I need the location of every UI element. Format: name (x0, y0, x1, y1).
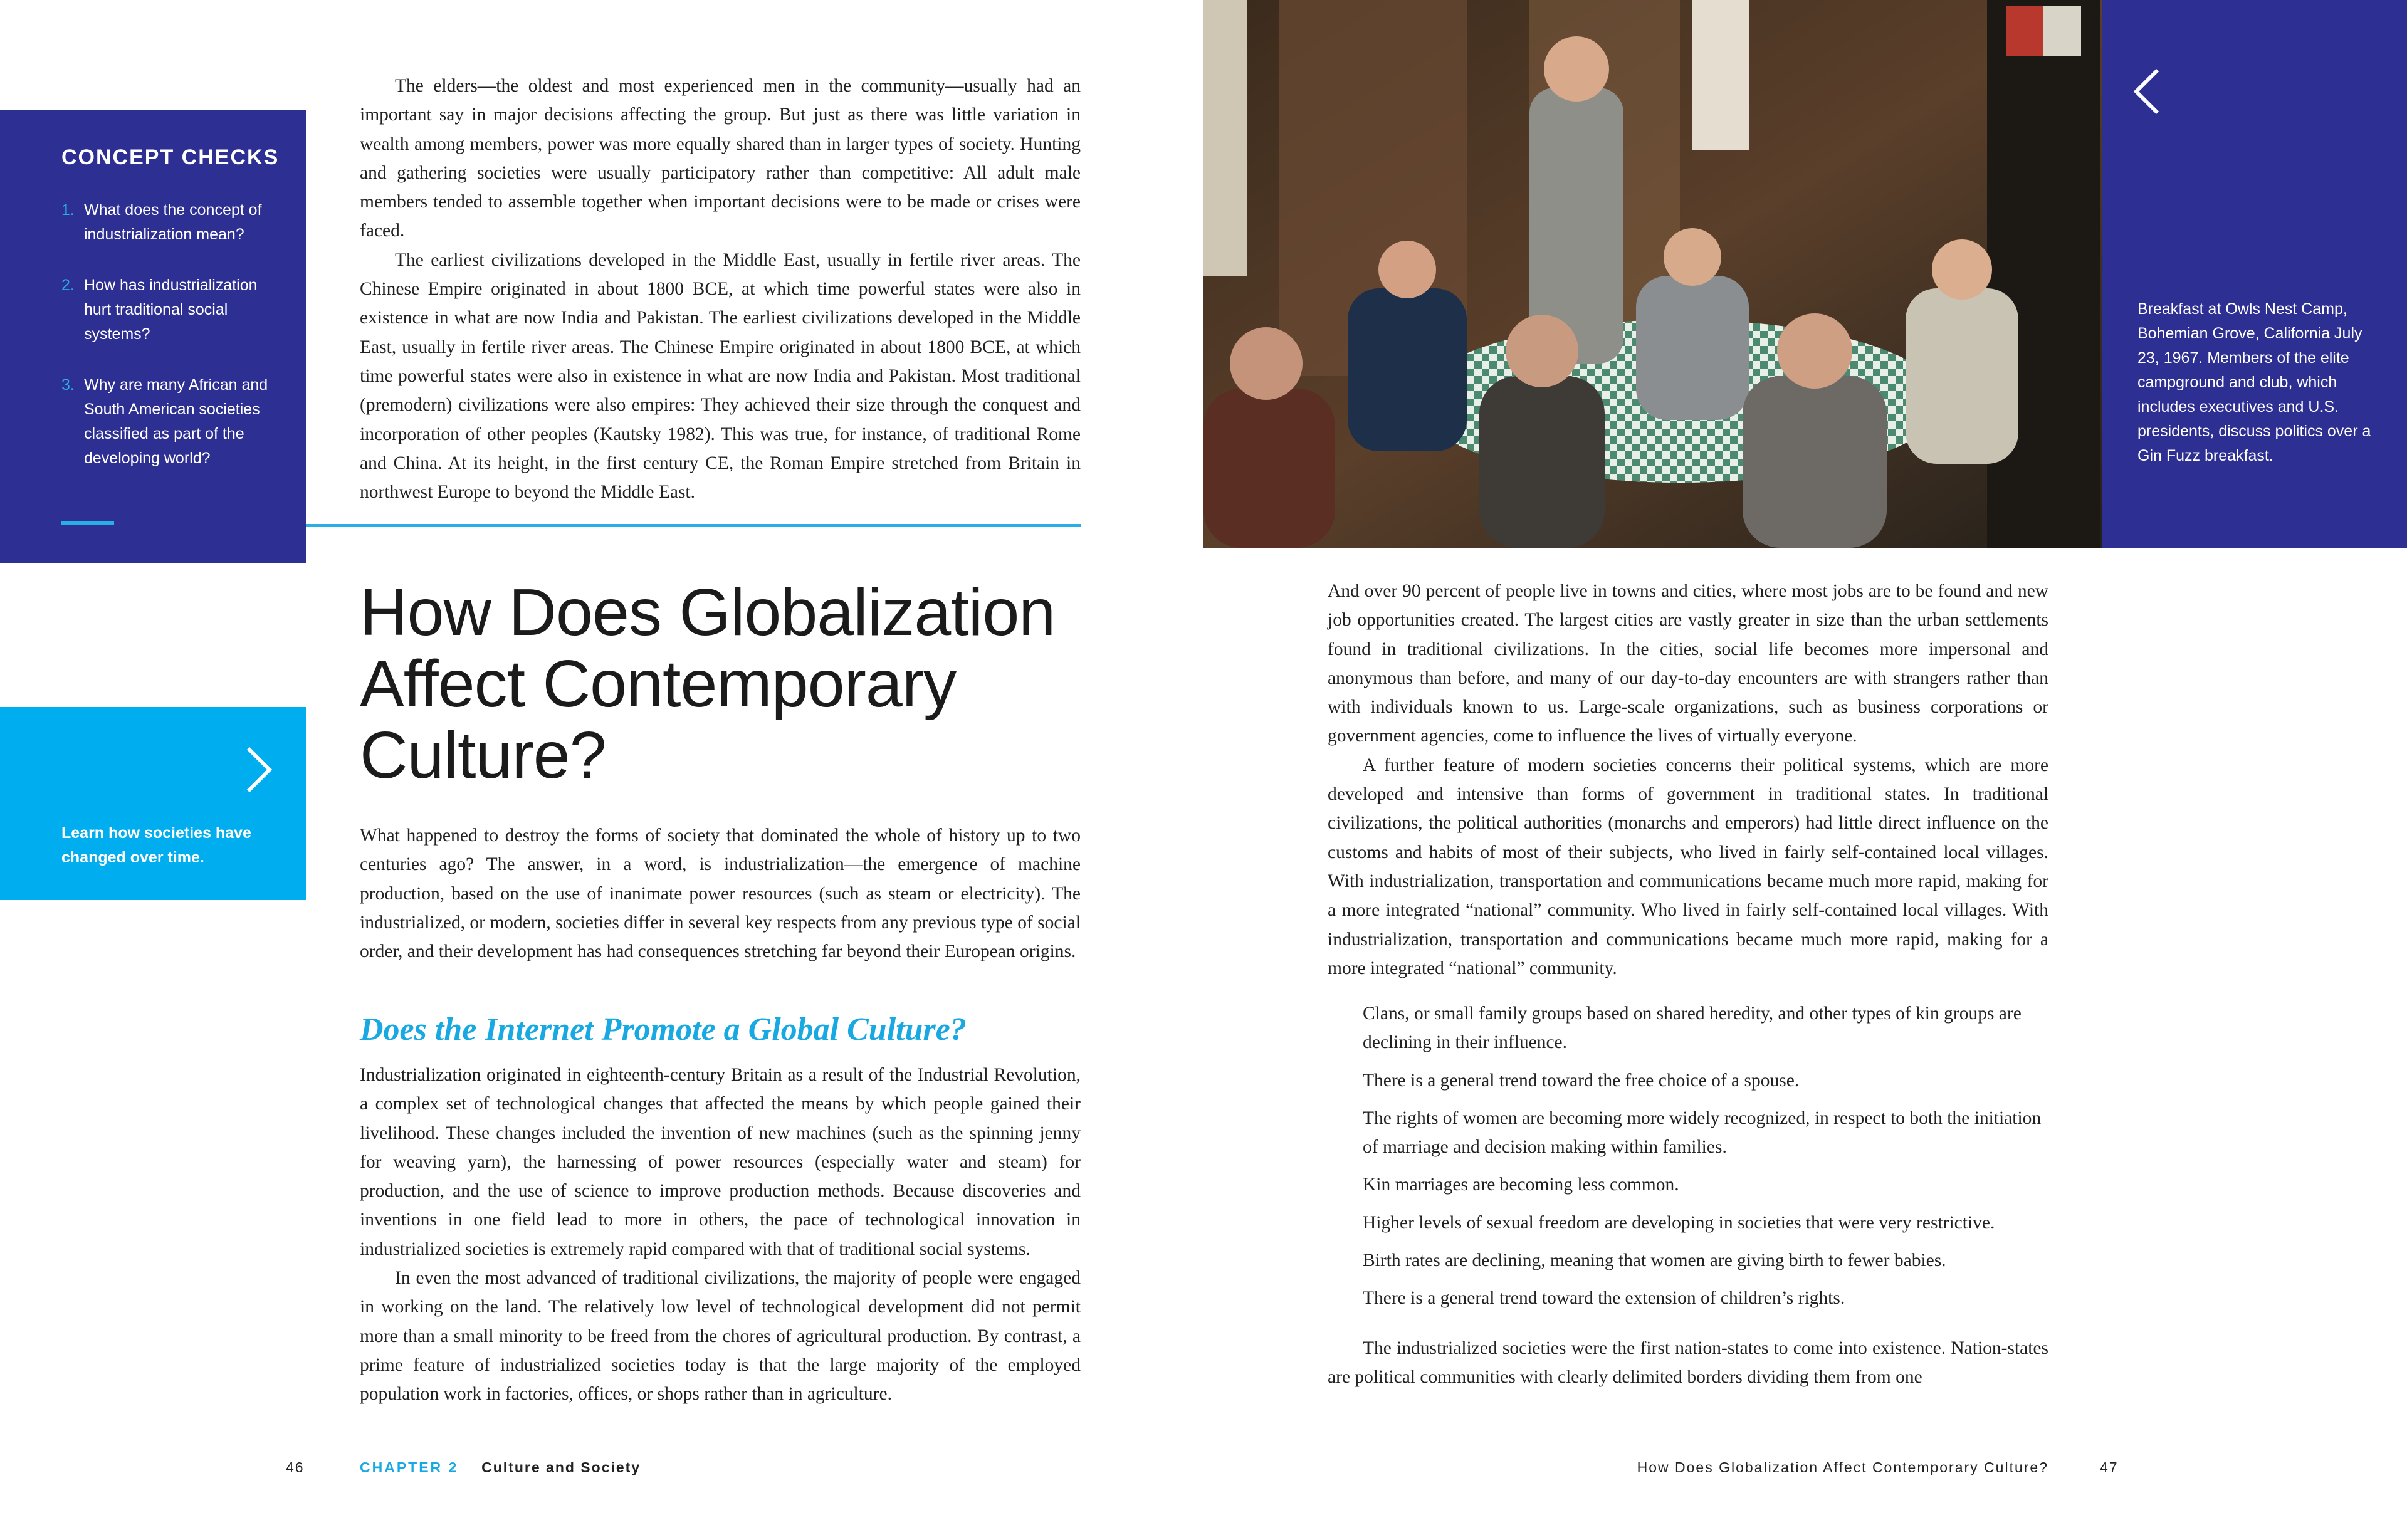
chapter-title: Culture and Society (481, 1459, 641, 1475)
concept-check-question: What does the concept of industrialization mean? (84, 201, 262, 243)
list-item: Higher levels of sexual freedom are developing in societies that were very restrictive. (1363, 1212, 1995, 1233)
concept-check-number: 2. (61, 276, 75, 294)
list-item: There is a general trend toward the extension of children’s rights. (1363, 1288, 1845, 1309)
list-item: The rights of women are becoming more widely recognized, in respect to both the initiation of marriage and decision making within families. (1363, 1108, 2042, 1158)
photo-breakfast-bohemian-grove (1204, 0, 2102, 548)
concept-check-question: How has industrialization hurt traditional social systems? (84, 276, 258, 343)
list-item: Birth rates are declining, meaning that women are giving birth to fewer babies. (1363, 1250, 1946, 1271)
subheading: Does the Internet Promote a Global Culture? (360, 1012, 967, 1047)
chapter-label: CHAPTER 2 (360, 1459, 459, 1475)
list-item: Clans, or small family groups based on shared heredity, and other types of kin groups are declining in their influence. (1363, 1003, 2022, 1053)
photo-caption-panel (2102, 0, 2407, 548)
kinship-trends-list (1363, 999, 2046, 1322)
final-text (1328, 1334, 2048, 1392)
concept-checks-title: CONCEPT CHECKS (61, 145, 280, 169)
concept-checks-panel (0, 110, 306, 563)
list-item: There is a general trend toward the free choice of a spouse. (1363, 1070, 1800, 1091)
list-item: Kin marriages are becoming less common. (1363, 1175, 1679, 1195)
section-divider (306, 524, 1081, 527)
paragraph: The earliest civilizations developed in the Middle East, usually in fertile river areas. The Chinese Empire originated in about 1800 BCE, at which time powerful states were also in existence in what are now India and Pakistan. The earliest civilizations developed in the Middle East, usually in fertile river areas. The Chinese Empire originated in about 1800 BCE, at which time powerful states were also in existence in what are now India and Pakistan. Most traditional (premodern) civilizations were also empires: They achieved their size through the conquest and incorporation of other peoples (Kautsky 1982). This was true, for instance, of traditional Rome and China. At its height, in the first century CE, the Roman Empire stretched from Britain in northwest Europe to beyond the Middle East. (360, 249, 1081, 503)
learn-link-text[interactable]: Learn how societies have changed over time. (61, 824, 251, 866)
concept-check-question: Why are many African and South American societies classified as part of the developing world? (84, 376, 268, 467)
paragraph: A further feature of modern societies concerns their political systems, which are more developed and intensive than forms of government in traditional states. In traditional civilizations, the political authorities (monarchs and emperors) had little direct influence on the customs and habits of most of their subjects, who lived in fairly self-contained local villages. With industrialization, transportation and communications became much more rapid, making for a more integrated “national” community. Who lived in fairly self-contained local villages. With industrialization, transportation and communications became much more rapid, making for a more integrated “national” community. (1328, 755, 2048, 978)
learn-panel[interactable] (0, 707, 306, 900)
paragraph: The elders—the oldest and most experienced men in the community—usually had an important say in major decisions affecting the group. But just as there was little variation in wealth among members, power was more equally shared than in larger types of society. Hunting and gathering societies were usually participatory rather than competitive: All adult male members tended to assemble together when important decisions were to be made or crises were faced. (360, 76, 1081, 241)
right-page-number: 47 (2100, 1459, 2119, 1475)
concept-check-number: 1. (61, 201, 75, 219)
concept-check-number: 3. (61, 376, 75, 394)
concept-checks-list (61, 198, 281, 497)
paragraph: The industrialized societies were the first nation-states to come into existence. Nation-states are political communities with clearly delimited borders dividing them from one (1328, 1338, 2048, 1388)
photo-caption: Breakfast at Owls Nest Camp, Bohemian Grove, California July 23, 1967. Members of the elite campground and club, which includes executives and U.S. presidents, discuss politics over a Gin Fuzz breakfast. (2137, 300, 2371, 464)
paragraph: In even the most advanced of traditional civilizations, the majority of people were engaged in working on the land. The relatively low level of technological development did not permit more than a small minority to be freed from the chores of agricultural production. By contrast, a prime feature of industrialized societies today is that the large majority of the employed population work in factories, offices, or shops rather than in agriculture. (360, 1268, 1081, 1405)
concept-check-item (61, 273, 281, 347)
paragraph: And over 90 percent of people live in towns and cities, where most jobs are to be found and new job opportunities created. The largest cities are vastly greater in size than the urban settlements found in traditional civilizations. In the cities, social life becomes more impersonal and anonymous than before, and many of our day-to-day encounters are with strangers rather than with individuals known to us. Large-scale organizations, such as business corporations or government agencies, come to influence the lives of virtually everyone. (1328, 581, 2048, 746)
left-page-number: 46 (286, 1459, 305, 1475)
chevron-right-icon[interactable] (243, 746, 275, 794)
concept-check-item (61, 373, 281, 471)
right-text (1328, 577, 2048, 983)
chevron-left-icon[interactable] (2131, 68, 2163, 115)
intro-text (360, 821, 1081, 966)
section-heading: How Does Globalization Affect Contemporary Culture? (360, 575, 1056, 792)
photo-illustration (1204, 0, 2102, 548)
concept-check-item (61, 198, 281, 247)
chapter-footer (360, 1459, 641, 1476)
left-top-text (360, 71, 1081, 506)
paragraph: Industrialization originated in eighteenth-century Britain as a result of the Industrial Revolution, a complex set of technological changes that affected the means by which people gained their livelihood. These changes included the invention of new machines (such as the spinning jenny for weaving yarn), the harnessing of power resources (especially water and steam) for production, and the use of science to improve production methods. Because discoveries and inventions in one field lead to more in others, the pace of technological innovation in industrialized societies is extremely rapid compared with that of traditional social systems. (360, 1065, 1081, 1259)
concept-checks-rule (61, 521, 114, 525)
paragraph: What happened to destroy the forms of society that dominated the whole of history up to two centuries ago? The answer, in a word, is industrialization—the emergence of machine production, based on the use of inanimate power resources (such as steam or electricity). The industrialized, or modern, societies differ in several key respects from any previous type of social order, and their development has had consequences stretching far beyond their European origins. (360, 825, 1081, 962)
running-head: How Does Globalization Affect Contemporary Culture? (1637, 1459, 2048, 1475)
left-bottom-text (360, 1061, 1081, 1409)
